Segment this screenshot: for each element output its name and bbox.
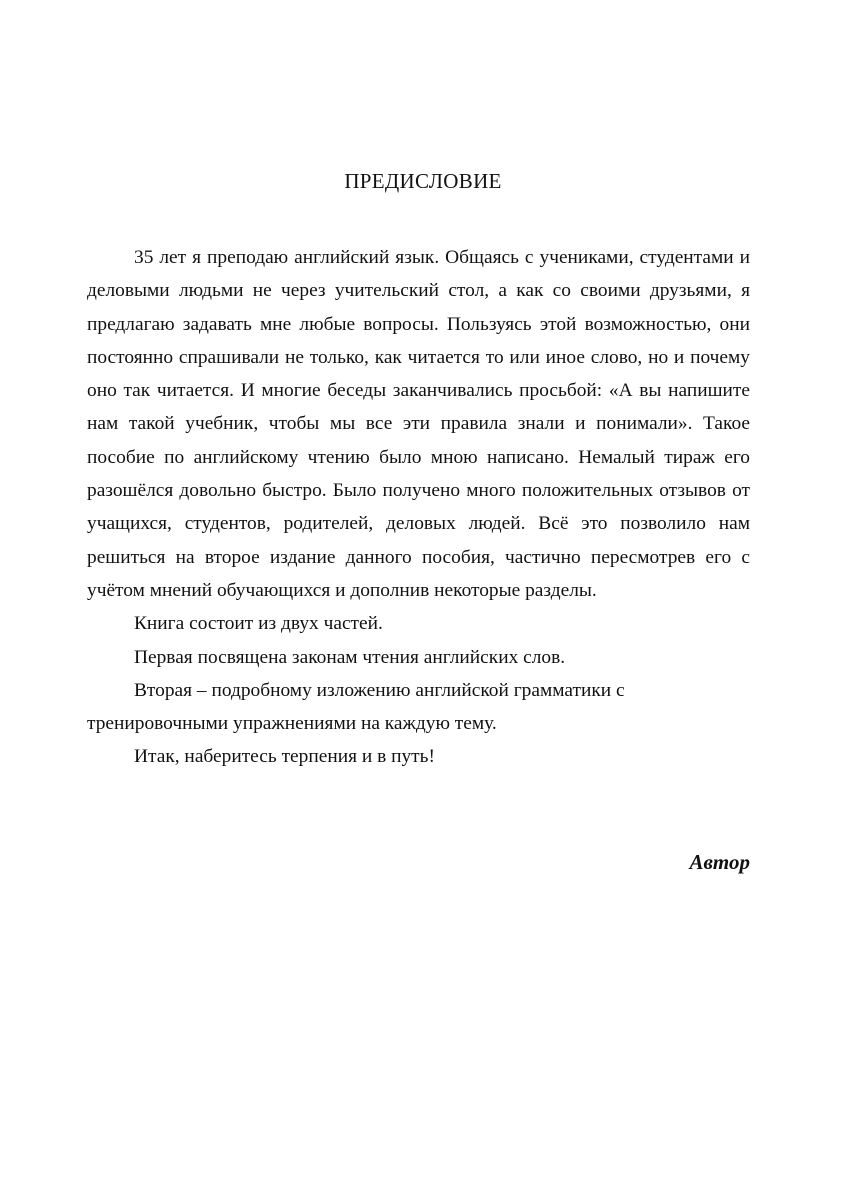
author-signature: Автор bbox=[689, 850, 750, 874]
paragraph-part-two: Вторая – подробному изложению английской грамматики с тренировочными упражнениями на каждую тему. bbox=[87, 679, 625, 735]
paragraph-intro: 35 лет я преподаю английский язык. Общаясь с учениками, студентами и деловыми людьми не через учительский стол, а как со своими друзьями, я предлагаю задавать мне любые вопросы. Пользуясь этой возможностью, они постоянно спрашивали не только, как читается то или иное слово, но и почему оно так читается. И многие беседы заканчивались просьбой: «А вы напишите нам такой учебник, чтобы мы все эти правила знали и понимали». Такое пособие по английскому чтению было мною написано. Немалый тираж его разошёлся довольно быстро. Было получено много положительных отзывов от учащихся, студентов, родителей, деловых людей. Всё это позволило нам решиться на второе издание данного пособия, частично пересмотрев его с учётом мнений обучающихся и дополнив некоторые разделы. bbox=[87, 247, 750, 601]
paragraph-book-parts: Книга состоит из двух частей. bbox=[134, 613, 383, 635]
paragraph-part-one: Первая посвящена законам чтения английских слов. bbox=[134, 646, 566, 668]
paragraph-closing: Итак, наберитесь терпения и в путь! bbox=[134, 746, 435, 768]
page-title: ПРЕДИСЛОВИЕ bbox=[344, 169, 502, 193]
preface-body bbox=[87, 241, 750, 774]
